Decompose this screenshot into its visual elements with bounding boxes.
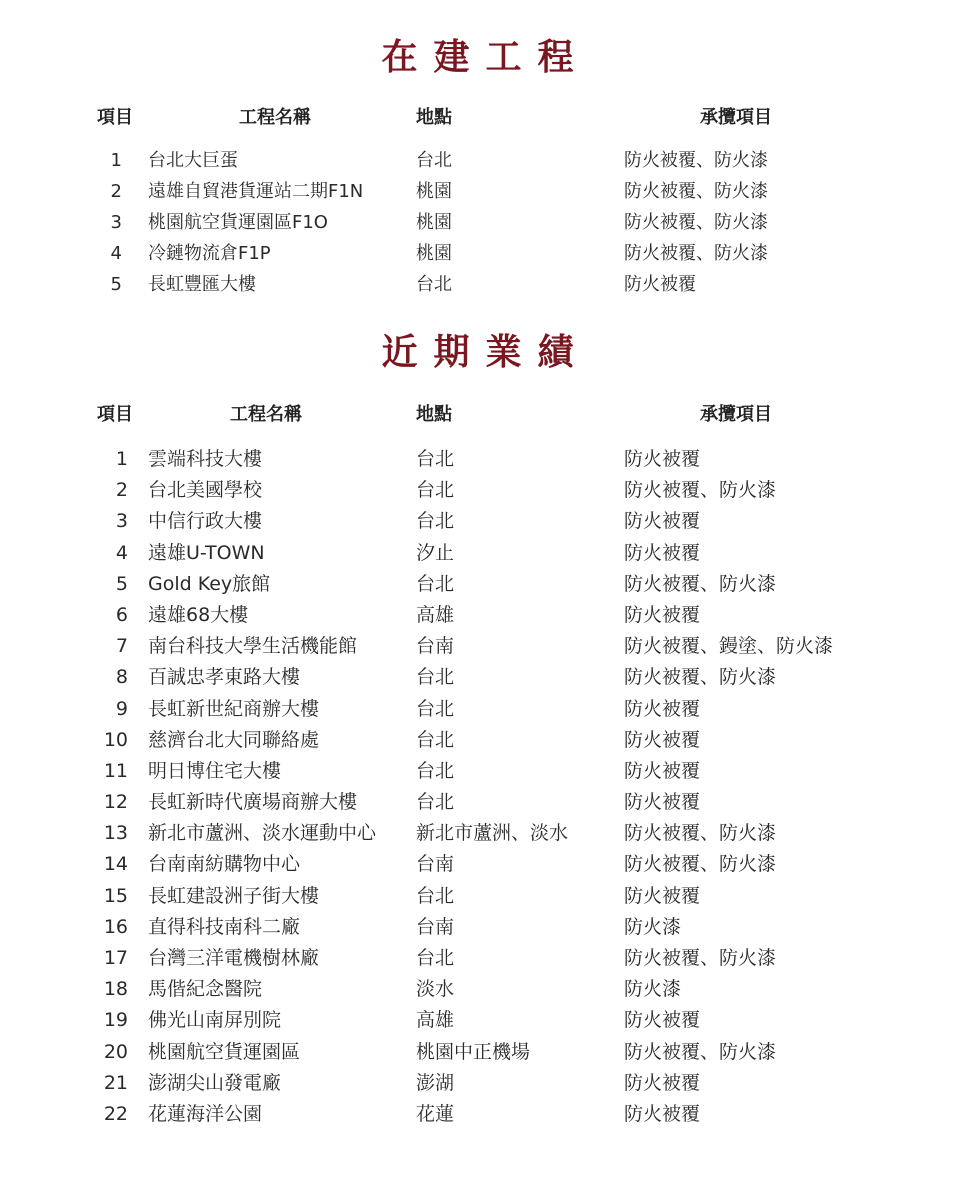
row-location: 台北 — [416, 274, 452, 295]
section-title-current-projects: 在建工程 — [381, 37, 590, 78]
row-item-no: 5 — [115, 572, 128, 595]
row-item-no: 7 — [115, 635, 128, 658]
row-item-no: 3 — [115, 510, 128, 533]
row-project-name: 遠雄68大樓 — [148, 603, 249, 626]
row-contract-scope: 防火漆 — [624, 915, 682, 938]
row-item-no: 1 — [115, 448, 128, 470]
row-project-name: 長虹建設洲子街大樓 — [148, 884, 320, 907]
row-contract-scope: 防火被覆、防火漆 — [624, 150, 768, 171]
row-contract-scope: 防火被覆 — [624, 541, 701, 564]
row-project-name: 台北美國學校 — [148, 479, 263, 502]
row-location: 淡水 — [416, 978, 455, 1001]
row-item-no: 4 — [110, 243, 122, 264]
table-row — [0, 789, 955, 820]
row-project-name: 百誠忠孝東路大樓 — [148, 666, 301, 689]
row-project-name: 遠雄自貿港貨運站二期F1N — [148, 181, 364, 202]
table-row — [0, 696, 955, 727]
row-project-name: 遠雄U-TOWN — [148, 541, 265, 564]
row-item-no: 2 — [110, 181, 122, 202]
row-project-name: Gold Key旅館 — [148, 572, 271, 595]
table-row — [0, 820, 955, 851]
row-contract-scope: 防火被覆 — [624, 697, 701, 720]
row-contract-scope: 防火被覆 — [624, 728, 701, 751]
row-location: 台北 — [416, 479, 455, 502]
row-item-no: 5 — [110, 274, 122, 295]
row-project-name: 台南南紡購物中心 — [148, 853, 301, 876]
row-project-name: 台北大巨蛋 — [148, 150, 238, 171]
table-row — [0, 571, 955, 602]
row-location: 桃園 — [416, 243, 452, 264]
row-item-no: 12 — [103, 791, 128, 814]
row-project-name: 澎湖尖山發電廠 — [148, 1071, 282, 1094]
row-item-no: 20 — [103, 1040, 128, 1063]
row-location: 台北 — [416, 510, 455, 533]
row-location: 台北 — [416, 697, 455, 720]
row-contract-scope: 防火被覆、防火漆 — [624, 479, 777, 502]
header-contract-scope: 承攬項目 — [700, 107, 772, 128]
section-title-recent-achievements: 近期業績 — [381, 332, 590, 373]
table-row — [0, 976, 955, 1007]
row-project-name: 明日博住宅大樓 — [148, 759, 282, 782]
row-contract-scope: 防火被覆 — [624, 1102, 701, 1125]
row-contract-scope: 防火被覆、防火漆 — [624, 947, 777, 969]
row-contract-scope: 防火被覆、防火漆 — [624, 212, 768, 233]
row-location: 汐止 — [416, 541, 455, 564]
table-row — [0, 540, 955, 571]
row-project-name: 佛光山南屏別院 — [148, 1009, 282, 1032]
row-location: 桃園中正機場 — [416, 1040, 531, 1063]
header-project-name: 工程名稱 — [230, 404, 302, 425]
row-contract-scope: 防火被覆 — [624, 791, 701, 814]
row-item-no: 15 — [103, 884, 128, 907]
row-contract-scope: 防火被覆 — [624, 1009, 701, 1032]
row-contract-scope: 防火被覆、防火漆 — [624, 572, 777, 595]
row-contract-scope: 防火被覆、防火漆 — [624, 822, 777, 845]
table-row — [0, 883, 955, 914]
row-project-name: 桃園航空貨運園區 — [148, 1040, 301, 1063]
header-item-no: 項目 — [97, 107, 133, 128]
row-location: 台南 — [416, 635, 455, 658]
row-location: 台北 — [416, 448, 455, 470]
row-project-name: 中信行政大樓 — [148, 510, 263, 533]
row-project-name: 新北市蘆洲、淡水運動中心 — [148, 822, 377, 845]
row-item-no: 22 — [103, 1102, 128, 1125]
table-row — [0, 914, 955, 945]
row-location: 台北 — [416, 759, 455, 782]
table-row — [0, 241, 955, 272]
row-project-name: 慈濟台北大同聯絡處 — [148, 728, 320, 751]
row-location: 澎湖 — [416, 1071, 455, 1094]
row-project-name: 長虹豐匯大樓 — [148, 274, 256, 295]
row-location: 台北 — [416, 884, 455, 907]
recent-achievements-table — [0, 446, 955, 1132]
row-project-name: 南台科技大學生活機能館 — [148, 635, 358, 658]
row-item-no: 9 — [115, 697, 128, 720]
row-location: 台南 — [416, 915, 455, 938]
row-contract-scope: 防火被覆、防火漆 — [624, 1040, 777, 1063]
row-location: 台北 — [416, 728, 455, 751]
row-item-no: 17 — [103, 947, 128, 969]
row-item-no: 18 — [103, 978, 128, 1001]
row-location: 台北 — [416, 666, 455, 689]
row-item-no: 4 — [115, 541, 128, 564]
table-row — [0, 1101, 955, 1132]
row-location: 桃園 — [416, 181, 452, 202]
row-contract-scope: 防火被覆、防火漆 — [624, 666, 777, 689]
row-location: 花蓮 — [416, 1102, 455, 1125]
row-project-name: 長虹新世紀商辦大樓 — [148, 697, 320, 720]
row-location: 高雄 — [416, 603, 455, 626]
row-location: 台北 — [416, 572, 455, 595]
row-location: 桃園 — [416, 212, 452, 233]
table-header-current — [0, 106, 955, 130]
row-project-name: 長虹新時代廣場商辦大樓 — [148, 791, 358, 814]
row-contract-scope: 防火被覆、鏝塗、防火漆 — [624, 635, 834, 658]
header-item-no: 項目 — [97, 404, 133, 425]
table-row — [0, 446, 955, 477]
table-row — [0, 477, 955, 508]
row-item-no: 6 — [115, 603, 128, 626]
table-header-past — [0, 403, 955, 427]
row-contract-scope: 防火被覆 — [624, 510, 701, 533]
table-row — [0, 1039, 955, 1070]
row-location: 台北 — [416, 791, 455, 814]
row-contract-scope: 防火被覆 — [624, 884, 701, 907]
row-project-name: 雲端科技大樓 — [148, 448, 263, 470]
row-item-no: 3 — [110, 212, 122, 233]
row-item-no: 21 — [103, 1071, 128, 1094]
row-contract-scope: 防火被覆 — [624, 759, 701, 782]
row-contract-scope: 防火被覆 — [624, 448, 701, 470]
table-row — [0, 602, 955, 633]
header-contract-scope: 承攬項目 — [700, 404, 772, 425]
row-item-no: 10 — [103, 728, 128, 751]
row-project-name: 桃園航空貨運園區F1O — [148, 212, 328, 233]
header-location: 地點 — [416, 107, 452, 128]
table-row — [0, 633, 955, 664]
current-projects-table — [0, 148, 955, 303]
row-project-name: 花蓮海洋公園 — [148, 1102, 263, 1125]
row-project-name: 馬偕紀念醫院 — [148, 978, 263, 1001]
row-contract-scope: 防火被覆、防火漆 — [624, 181, 768, 202]
row-contract-scope: 防火漆 — [624, 978, 682, 1001]
row-project-name: 台灣三洋電機樹林廠 — [148, 947, 320, 969]
table-row — [0, 945, 955, 976]
table-row — [0, 272, 955, 303]
row-item-no: 14 — [103, 853, 128, 876]
row-item-no: 1 — [110, 150, 122, 171]
table-row — [0, 851, 955, 882]
row-item-no: 13 — [103, 822, 128, 845]
row-location: 台北 — [416, 150, 452, 171]
header-location: 地點 — [416, 404, 452, 425]
row-project-name: 直得科技南科二廠 — [148, 915, 301, 938]
table-row — [0, 1070, 955, 1101]
table-row — [0, 508, 955, 539]
row-location: 高雄 — [416, 1009, 455, 1032]
row-project-name: 冷鏈物流倉F1P — [148, 243, 271, 264]
row-item-no: 11 — [103, 759, 128, 782]
table-row — [0, 727, 955, 758]
row-contract-scope: 防火被覆 — [624, 603, 701, 626]
table-row — [0, 1007, 955, 1038]
row-item-no: 2 — [115, 479, 128, 502]
row-contract-scope: 防火被覆、防火漆 — [624, 243, 768, 264]
table-row — [0, 758, 955, 789]
row-item-no: 8 — [115, 666, 128, 689]
row-contract-scope: 防火被覆 — [624, 1071, 701, 1094]
row-location: 新北市蘆洲、淡水 — [416, 822, 569, 845]
row-contract-scope: 防火被覆 — [624, 274, 696, 295]
row-location: 台北 — [416, 947, 455, 969]
header-project-name: 工程名稱 — [239, 107, 311, 128]
row-contract-scope: 防火被覆、防火漆 — [624, 853, 777, 876]
table-row — [0, 148, 955, 179]
row-location: 台南 — [416, 853, 455, 876]
row-item-no: 16 — [103, 915, 128, 938]
table-row — [0, 179, 955, 210]
table-row — [0, 664, 955, 695]
row-item-no: 19 — [103, 1009, 128, 1032]
table-row — [0, 210, 955, 241]
